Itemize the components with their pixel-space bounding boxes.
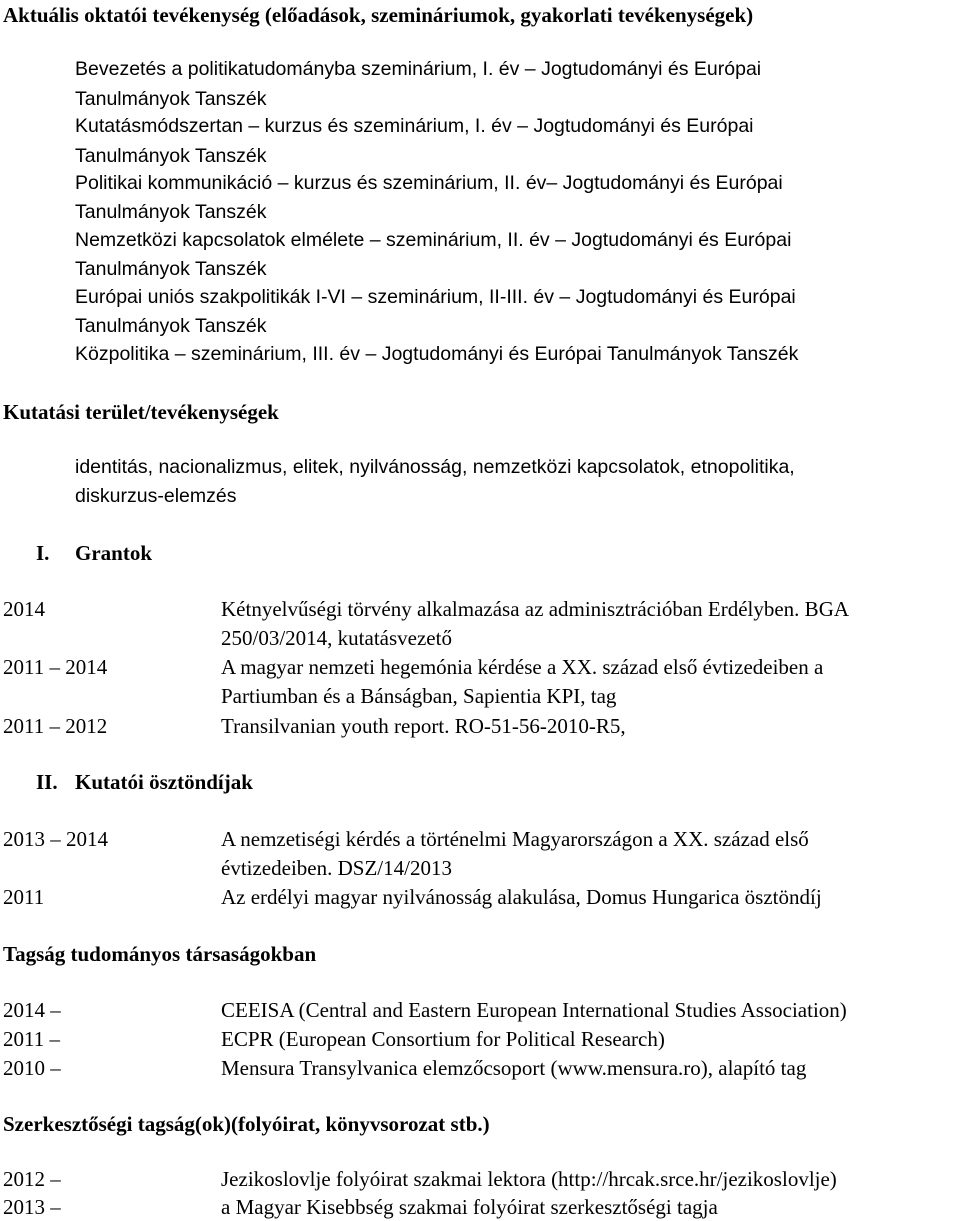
teaching-line: Politikai kommunikáció – kurzus és szeminárium, II. év– Jogtudományi és Európai: [75, 172, 783, 194]
teaching-line: Európai uniós szakpolitikák I-VI – szeminárium, II-III. év – Jogtudományi és Európai: [75, 286, 796, 308]
scholarship-year: 2011: [3, 885, 45, 909]
grant-year: 2011 – 2012: [3, 714, 108, 738]
research-line: diskurzus-elemzés: [75, 485, 237, 507]
grant-year: 2011 – 2014: [3, 655, 108, 679]
editorial-year: 2013 –: [3, 1195, 61, 1219]
teaching-line: Tanulmányok Tanszék: [75, 201, 267, 223]
scholarship-year: 2013 – 2014: [3, 827, 108, 851]
grants-number: I.: [36, 541, 50, 565]
membership-description: Mensura Transylvanica elemzőcsoport (www.mensura.ro), alapító tag: [221, 1056, 807, 1080]
membership-year: 2014 –: [3, 998, 61, 1022]
grant-description: Kétnyelvűségi törvény alkalmazása az adminisztrációban Erdélyben. BGA: [221, 597, 850, 621]
teaching-line: Tanulmányok Tanszék: [75, 258, 267, 280]
editorial-heading: Szerkesztőségi tagság(ok)(folyóirat, könyvsorozat stb.): [3, 1112, 490, 1136]
teaching-line: Nemzetközi kapcsolatok elmélete – szeminárium, II. év – Jogtudományi és Európai: [75, 229, 792, 251]
grant-description: Transilvanian youth report. RO-51-56-2010-R5,: [221, 714, 626, 738]
teaching-line: Tanulmányok Tanszék: [75, 88, 267, 110]
memberships-heading: Tagság tudományos társaságokban: [3, 942, 317, 966]
research-line: identitás, nacionalizmus, elitek, nyilvánosság, nemzetközi kapcsolatok, etnopolitika,: [75, 456, 795, 478]
teaching-line: Tanulmányok Tanszék: [75, 315, 267, 337]
membership-description: CEEISA (Central and Eastern European International Studies Association): [221, 998, 847, 1022]
grants-heading: Grantok: [75, 541, 153, 565]
teaching-line: Kutatásmódszertan – kurzus és szeminárium, I. év – Jogtudományi és Európai: [75, 115, 754, 137]
scholarship-description: évtizedeiben. DSZ/14/2013: [221, 856, 452, 880]
teaching-line: Közpolitika – szeminárium, III. év – Jogtudományi és Európai Tanulmányok Tanszék: [75, 343, 799, 365]
grant-description: A magyar nemzeti hegemónia kérdése a XX. század első évtizedeiben a: [221, 655, 824, 679]
teaching-heading: Aktuális oktatói tevékenység (előadások, szemináriumok, gyakorlati tevékenységek): [3, 3, 754, 27]
membership-year: 2011 –: [3, 1027, 60, 1051]
grant-description: Partiumban és a Bánságban, Sapientia KPI, tag: [221, 684, 617, 708]
teaching-line: Tanulmányok Tanszék: [75, 145, 267, 167]
research-heading: Kutatási terület/tevékenységek: [3, 400, 279, 424]
membership-year: 2010 –: [3, 1056, 61, 1080]
grant-description: 250/03/2014, kutatásvezető: [221, 626, 452, 650]
scholarship-description: Az erdélyi magyar nyilvánosság alakulása, Domus Hungarica ösztöndíj: [221, 885, 822, 909]
membership-description: ECPR (European Consortium for Political Research): [221, 1027, 665, 1051]
teaching-line: Bevezetés a politikatudományba szeminárium, I. év – Jogtudományi és Európai: [75, 58, 762, 80]
scholarship-description: A nemzetiségi kérdés a történelmi Magyarországon a XX. század első: [221, 827, 809, 851]
grant-year: 2014: [3, 597, 45, 621]
editorial-description: Jezikoslovlje folyóirat szakmai lektora (http://hrcak.srce.hr/jezikoslovlje): [221, 1167, 837, 1191]
editorial-description: a Magyar Kisebbség szakmai folyóirat szerkesztőségi tagja: [221, 1195, 718, 1219]
scholarships-number: II.: [36, 770, 58, 794]
editorial-year: 2012 –: [3, 1167, 61, 1191]
scholarships-heading: Kutatói ösztöndíjak: [75, 770, 253, 794]
